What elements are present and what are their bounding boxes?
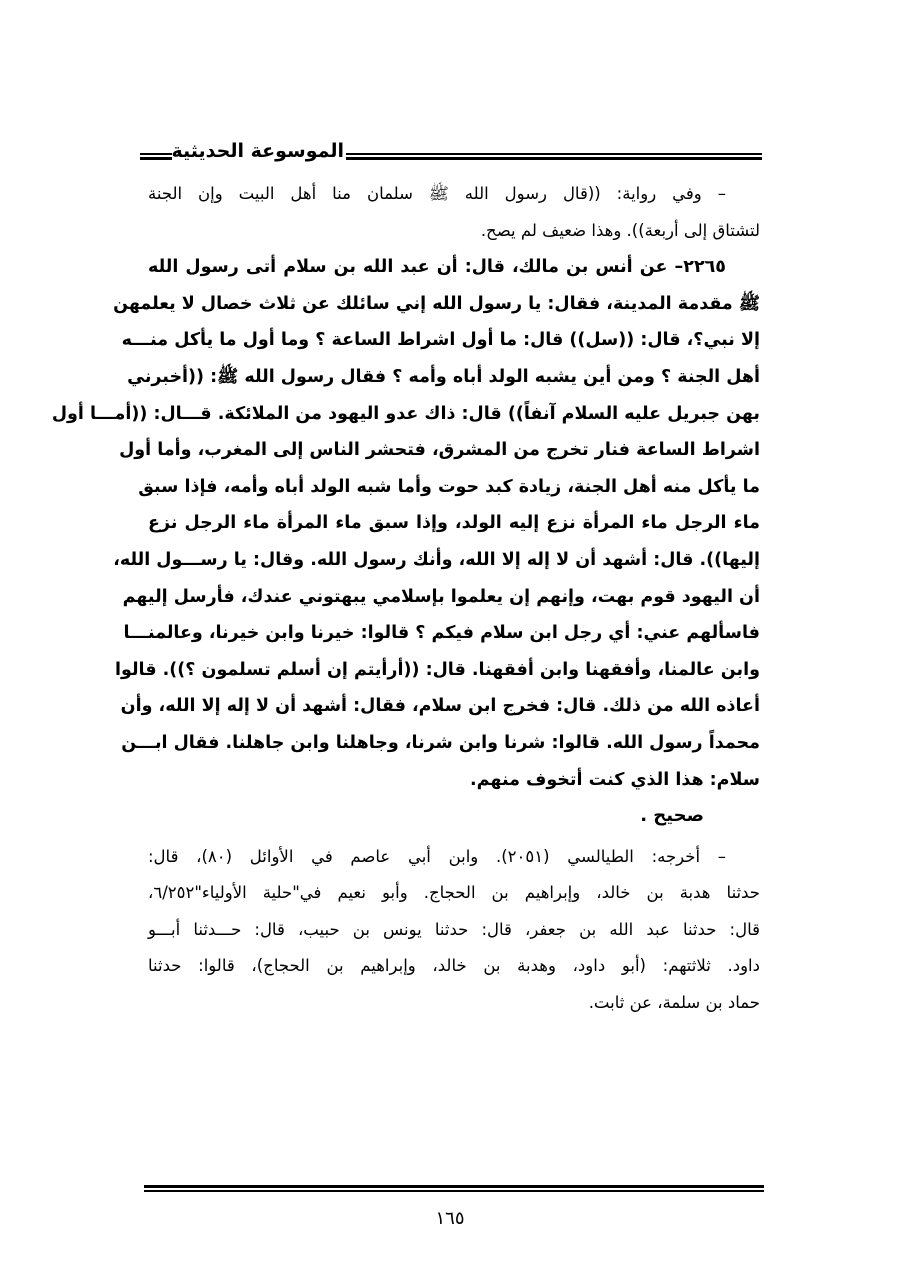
hadith-line: أعاذه الله من ذلك. قال: فخرج ابن سلام، فقال: أشهد أن لا إله إلا الله، وأن xyxy=(120,696,760,717)
hadith-line: إليها)). قال: أشهد أن لا إله إلا الله، وأنك رسول الله. وقال: يا رســـول الله، xyxy=(113,549,760,570)
intro-note-line: لتشتاق إلى أربعة)). وهذا ضعيف لم يصح. xyxy=(480,220,760,240)
takhrij-line: – أخرجه: الطيالسي (٢٠٥١). وابن أبي عاصم في الأوائل (٨٠)، قال: xyxy=(148,846,726,866)
hadith-line: وابن عالمنا، وأفقهنا وابن أفقهنا. قال: ((أرأيتم إن أسلم تسلمون ؟)). قالوا xyxy=(114,659,760,680)
hadith-line: سلام: هذا الذي كنت أتخوف منهم. xyxy=(470,769,760,790)
header-title: الموسوعة الحديثية xyxy=(171,140,344,162)
hadith-line: ٢٢٦٥– عن أنس بن مالك، قال: أن عبد الله بن سلام أتى رسول الله xyxy=(148,257,726,278)
takhrij-line: قال: حدثنا عبد الله بن جعفر، قال: حدثنا يونس بن حبيب، قال: حـــدثنا أبـــو xyxy=(148,919,760,939)
hadith-line: ﷺ مقدمة المدينة، فقال: يا رسول الله إني سائلك عن ثلاث خصال لا يعلمهن xyxy=(113,293,760,314)
hadith-line: محمداً رسول الله. قالوا: شرنا وابن شرنا، وجاهلنا وابن جاهلنا. فقال ابـــن xyxy=(121,732,760,753)
hadith-line: اشراط الساعة فنار تخرج من المشرق، فتحشر الناس إلى المغرب، وأما أول xyxy=(119,440,760,461)
hadith-line: ماء الرجل ماء المرأة نزع إليه الولد، وإذا سبق ماء المرأة ماء الرجل نزع xyxy=(148,513,760,534)
hadith-line: أن اليهود قوم بهت، وإنهم إن يعلموا بإسلامي يبهتوني عندك، فأرسل إليهم xyxy=(122,586,760,607)
hadith-verdict: صحيح . xyxy=(640,805,704,827)
takhrij-line: داود. ثلاثتهم: (أبو داود، وهدبة بن خالد، وإبراهيم بن الحجاج)، قالوا: حدثنا xyxy=(148,956,760,976)
hadith-line: أهل الجنة ؟ ومن أين يشبه الولد أباه وأمه ؟ فقال رسول الله ﷺ: ((أخبرني xyxy=(127,366,760,387)
intro-note-line: – وفي رواية: ((قال رسول الله ﷺ سلمان منا أهل البيت وإن الجنة xyxy=(148,184,726,203)
hadith-line: بهن جبريل عليه السلام آنفاً)) قال: ذاك عدو اليهود من الملائكة. قـــال: ((أمـــا أول xyxy=(51,403,760,424)
takhrij-line: حماد بن سلمة، عن ثابت. xyxy=(588,993,760,1013)
page-body xyxy=(51,176,760,1022)
page-number: ١٦٥ xyxy=(435,1208,465,1229)
takhrij-line: حدثنا هدبة بن خالد، وإبراهيم بن الحجاج. وأبو نعيم في"حلية الأولياء"٦/٢٥٢، xyxy=(148,883,760,903)
page-header xyxy=(140,138,762,178)
hadith-line: ما يأكل منه أهل الجنة، زيادة كبد حوت وأما شبه الولد أباه وأمه، فإذا سبق xyxy=(138,476,760,497)
hadith-line: فاسألهم عني: أي رجل ابن سلام فيكم ؟ قالوا: خيرنا وابن خيرنا، وعالمنـــا xyxy=(123,623,760,644)
header-rule-right xyxy=(346,153,762,160)
header-rule-left xyxy=(140,153,172,160)
footer-rule xyxy=(144,1185,764,1192)
hadith-line: إلا نبي؟، قال: ((سل)) قال: ما أول اشراط الساعة ؟ وما أول ما يأكل منـــه xyxy=(121,330,760,351)
